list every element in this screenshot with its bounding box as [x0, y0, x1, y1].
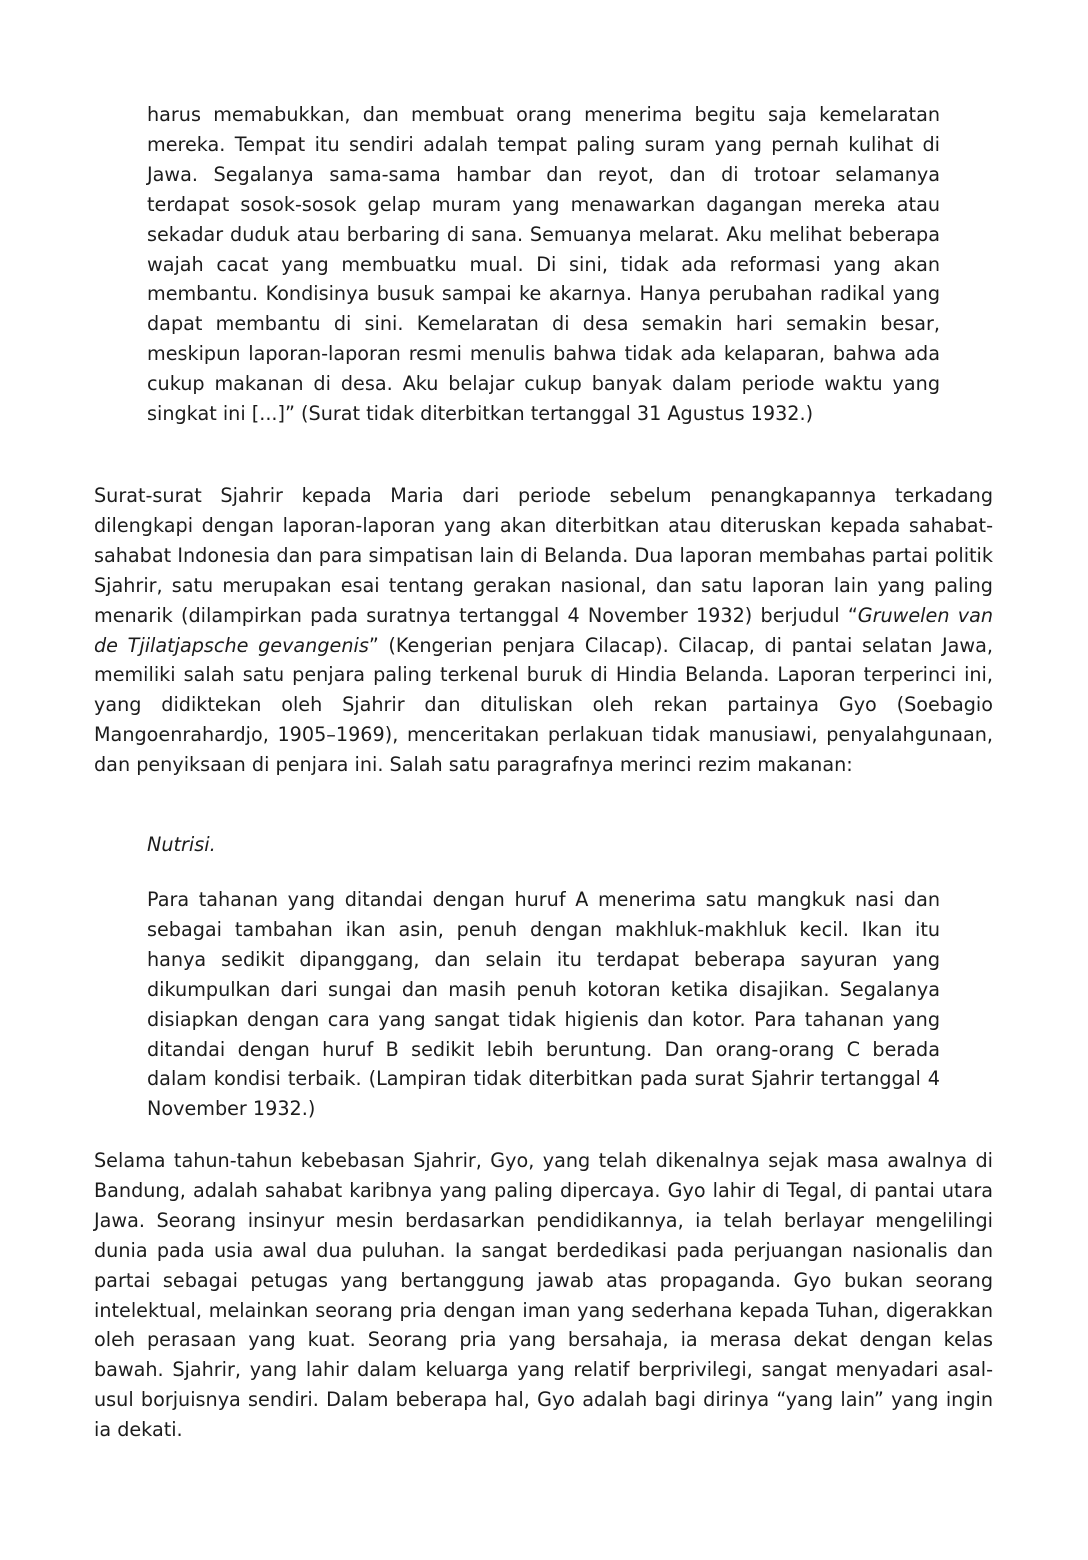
- paragraph-text-before-title: Surat-surat Sjahrir kepada Maria dari periode sebelum penangkapannya terkadang dilengkapi dengan laporan-laporan yang akan diterbitkan atau diteruskan kepada sahabat-sahabat Indonesia dan para simpatisan lain di Belanda. Dua laporan membahas partai politik Sjahrir, satu merupakan esai tentang gerakan nasional, dan satu laporan lain yang paling menarik (dilampirkan pada suratnya tertanggal 4 November 1932) berjudul “: [94, 484, 993, 627]
- paragraph-text-after-title: ” (Kengerian penjara Cilacap). Cilacap, di pantai selatan Jawa, memiliki salah satu penjara paling terkenal buruk di Hindia Belanda. Laporan terperinci ini, yang didiktekan oleh Sjahrir dan dituliskan oleh rekan partainya Gyo (Soebagio Mangoenrahardjo, 1905–1969), menceritakan perlakuan tidak manusiawi, penyalahgunaan, dan penyiksaan di penjara ini. Salah satu paragrafnya merinci rezim makanan:: [94, 633, 993, 777]
- body-paragraph-gyo: Selama tahun-tahun kebebasan Sjahrir, Gyo, yang telah dikenalnya sejak masa awalnya di Bandung, adalah sahabat karibnya yang paling dipercaya. Gyo lahir di Tegal, di pantai utara Jawa. Seorang insinyur mesin berdasarkan pendidikannya, ia telah berlayar mengelilingi dunia pada usia awal dua puluhan. Ia sangat berdedikasi pada perjuangan nasionalis dan partai sebagai petugas yang bertanggung jawab atas propaganda. Gyo bukan seorang intelektual, melainkan seorang pria dengan iman yang sederhana kepada Tuhan, digerakkan oleh perasaan yang kuat. Seorang pria yang bersahaja, ia merasa dekat dengan kelas bawah. Sjahrir, yang lahir dalam keluarga yang relatif berprivilegi, sangat menyadari asal-usul borjuisnya sendiri. Dalam beberapa hal, Gyo adalah bagi dirinya “yang lain” yang ingin ia dekati.: [94, 1149, 993, 1442]
- block-quote-nutrition: Para tahanan yang ditandai dengan huruf A menerima satu mangkuk nasi dan sebagai tambahan ikan asin, penuh dengan makhluk-makhluk kecil. Ikan itu hanya sedikit dipanggang, dan selain itu terdapat beberapa sayuran yang dikumpulkan dari sungai dan masih penuh kotoran ketika disajikan. Segalanya disiapkan dengan cara yang sangat tidak higienis dan kotor. Para tahanan yang ditandai dengan huruf B sedikit lebih beruntung. Dan orang-orang C berada dalam kondisi terbaik. (Lampiran tidak diterbitkan pada surat Sjahrir tertanggal 4 November 1932.): [147, 888, 940, 1121]
- block-quote-letter: harus memabukkan, dan membuat orang menerima begitu saja kemelaratan mereka. Tempat itu sendiri adalah tempat paling suram yang pernah kulihat di Jawa. Segalanya sama-sama hambar dan reyot, dan di trotoar selamanya terdapat sosok-sosok gelap muram yang menawarkan dagangan mereka atau sekadar duduk atau berbaring di sana. Semuanya melarat. Aku melihat beberapa wajah cacat yang membuatku mual. Di sini, tidak ada reformasi yang akan membantu. Kondisinya busuk sampai ke akarnya. Hanya perubahan radikal yang dapat membantu di sini. Kemelaratan di desa semakin hari semakin besar, meskipun laporan-laporan resmi menulis bahwa tidak ada kelaparan, bahwa ada cukup makanan di desa. Aku belajar cukup banyak dalam periode waktu yang singkat ini [...]” (Surat tidak diterbitkan tertanggal 31 Agustus 1932.): [147, 103, 940, 426]
- report-title: Gruwelen van de Tjilatjapsche gevangenis: [94, 603, 994, 657]
- body-paragraph-reports: [94, 481, 993, 780]
- block-quote-heading: Nutrisi.: [147, 833, 216, 856]
